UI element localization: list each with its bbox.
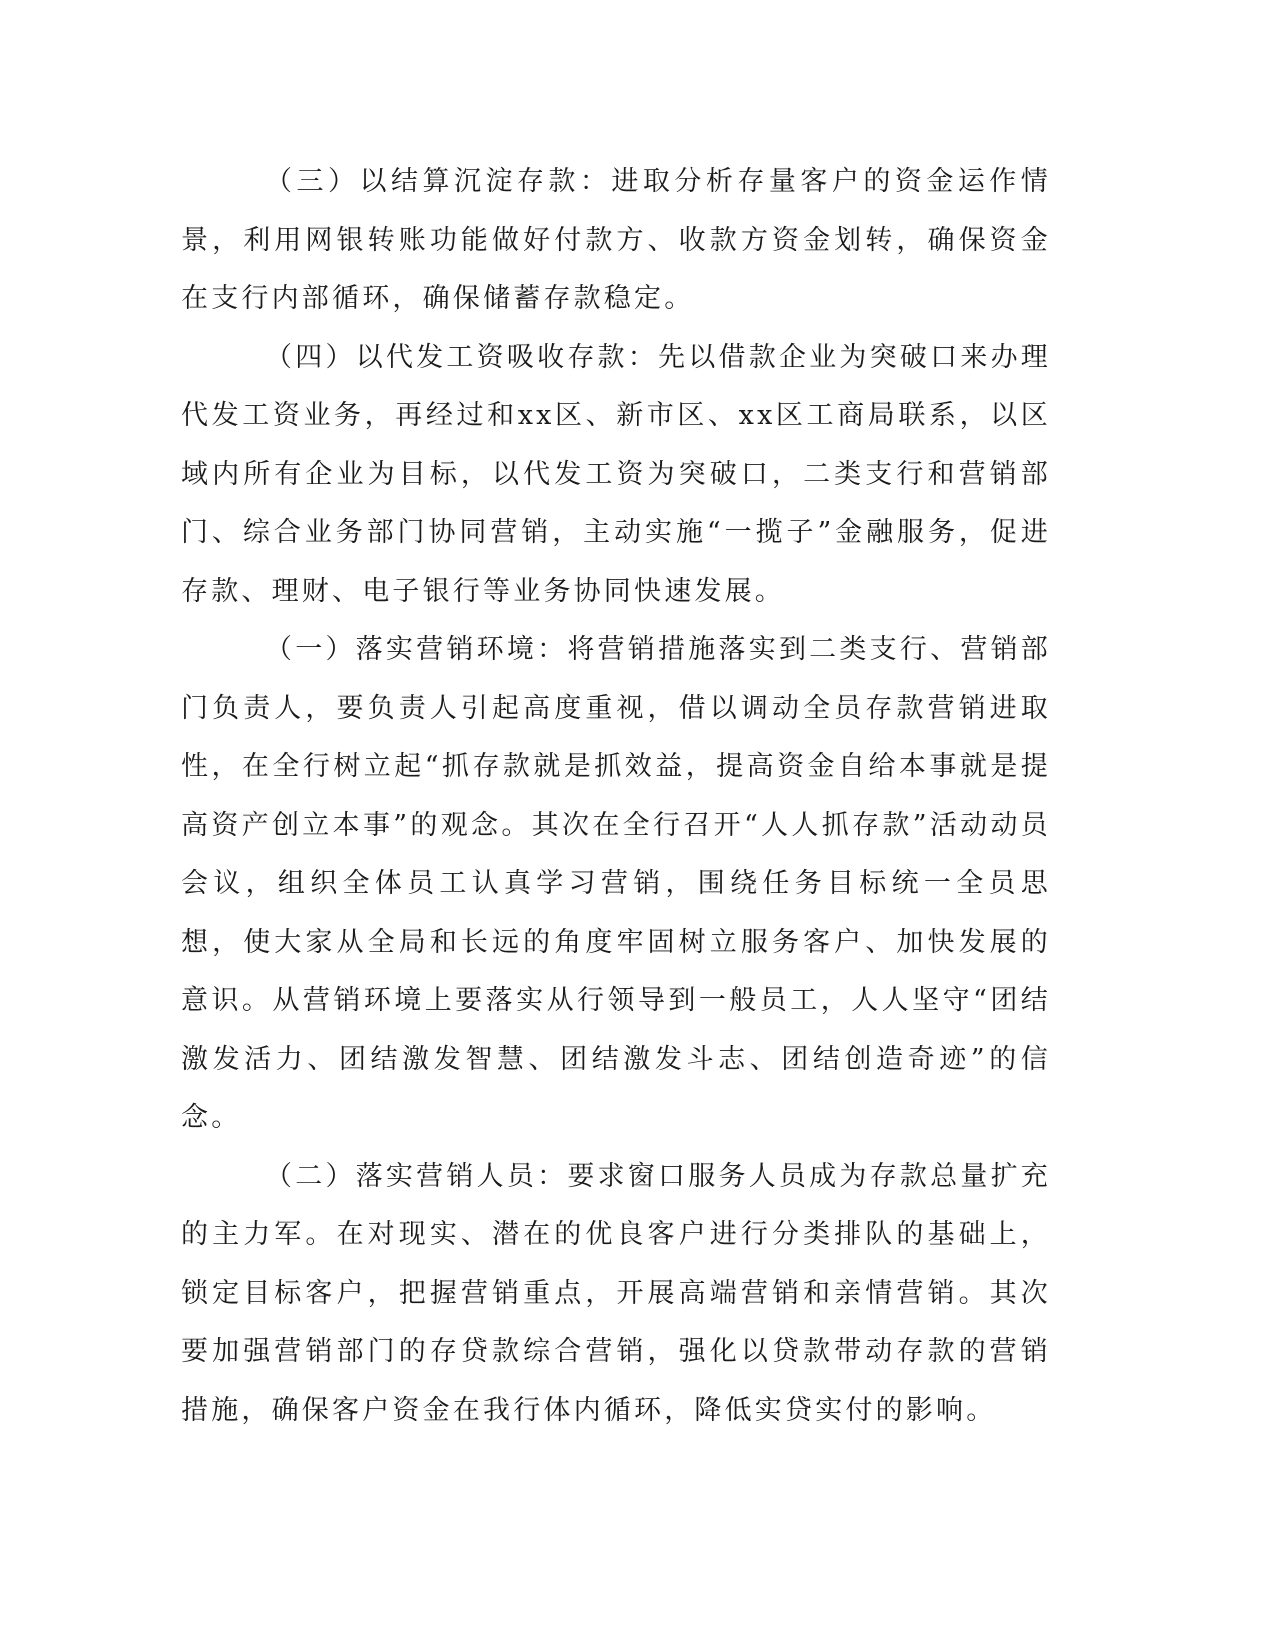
document-body bbox=[181, 153, 1051, 1440]
paragraph-marketing-staff: （二）落实营销人员：要求窗口服务人员成为存款总量扩充的主力军。在对现实、潜在的优良客户进行分类排队的基础上，锁定目标客户，把握营销重点，开展高端营销和亲情营销。其次要加强营销部门的存贷款综合营销，强化以贷款带动存款的营销措施，确保客户资金在我行体内循环，降低实贷实付的影响。 bbox=[181, 1160, 1051, 1426]
paragraph-settlement-deposits: （三）以结算沉淀存款：进取分析存量客户的资金运作情景，利用网银转账功能做好付款方、收款方资金划转，确保资金在支行内部循环，确保储蓄存款稳定。 bbox=[181, 166, 1051, 314]
paragraph-payroll-deposits: （四）以代发工资吸收存款：先以借款企业为突破口来办理代发工资业务，再经过和xx区、新市区、xx区工商局联系，以区域内所有企业为目标，以代发工资为突破口，二类支行和营销部门、综合业务部门协同营销，主动实施“一揽子”金融服务，促进存款、理财、电子银行等业务协同快速发展。 bbox=[181, 341, 1051, 607]
paragraph-marketing-environment: （一）落实营销环境：将营销措施落实到二类支行、营销部门负责人，要负责人引起高度重视，借以调动全员存款营销进取性，在全行树立起“抓存款就是抓效益，提高资金自给本事就是提高资产创立本事”的观念。其次在全行召开“人人抓存款”活动动员会议，组织全体员工认真学习营销，围绕任务目标统一全员思想，使大家从全局和长远的角度牢固树立服务客户、加快发展的意识。从营销环境上要落实从行领导到一般员工，人人坚守“团结激发活力、团结激发智慧、团结激发斗志、团结创造奇迹”的信念。 bbox=[181, 634, 1051, 1133]
